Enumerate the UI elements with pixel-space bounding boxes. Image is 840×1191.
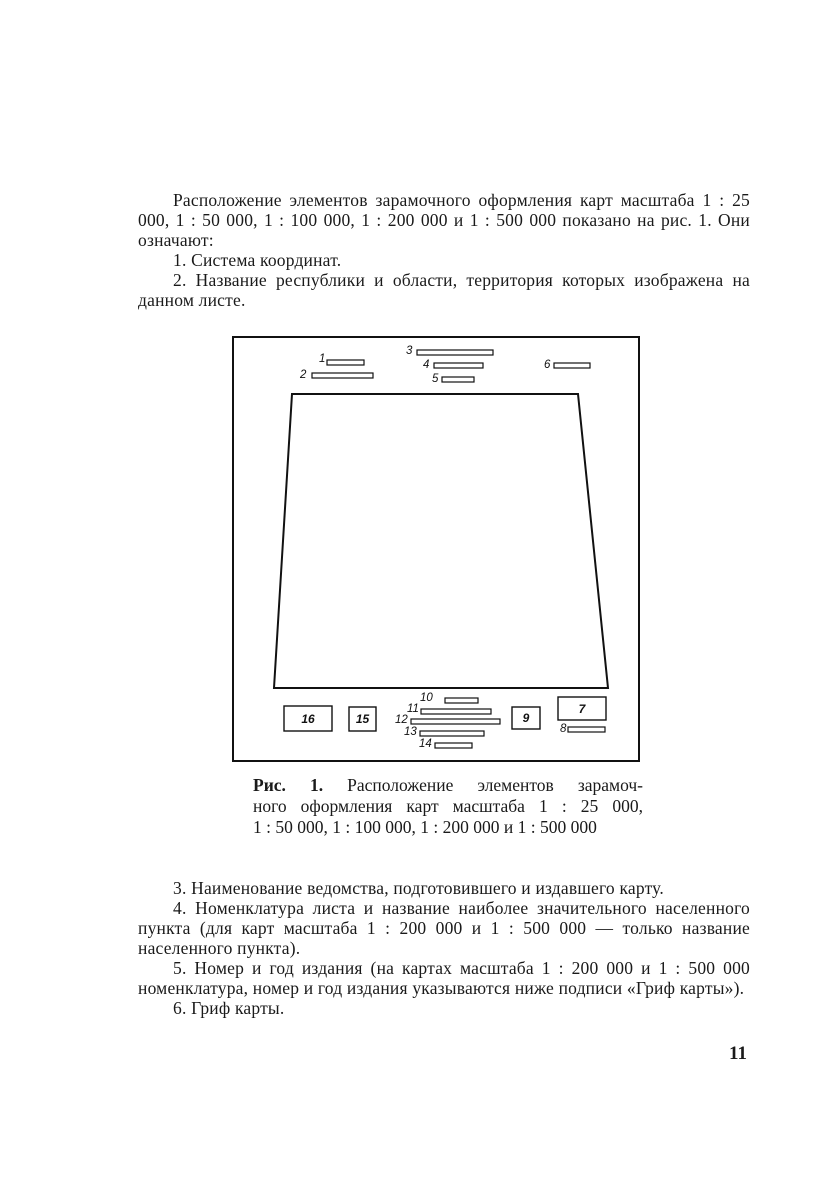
list-item-6: 6. Гриф карты.	[173, 998, 285, 1018]
label-15: 15	[355, 712, 370, 726]
label-2: 2	[300, 369, 307, 381]
list-item-3: 3. Наименование ведомства, подготовившего и издавшего карту.	[173, 878, 664, 898]
element-bar-11	[421, 709, 491, 714]
element-bar-5	[442, 377, 474, 382]
caption-line-3: 1 : 50 000, 1 : 100 000, 1 : 200 000 и 1 : 500 000	[253, 817, 597, 837]
element-list	[138, 878, 750, 1018]
element-bar-10	[445, 698, 478, 703]
label-10: 10	[420, 692, 433, 704]
label-11: 11	[407, 703, 419, 715]
figure-map-layout	[231, 335, 641, 763]
label-6: 6	[544, 359, 551, 371]
caption-line-1: Расположение элементов зарамоч-	[347, 775, 644, 795]
element-bar-3	[417, 350, 493, 355]
label-12: 12	[395, 714, 408, 726]
label-8: 8	[560, 723, 567, 735]
label-13: 13	[404, 726, 417, 738]
intro-paragraph: Расположение элементов зарамочного оформления карт масштаба 1 : 25 000, 1 : 50 000, 1 : 100 000, 1 : 200 000 и 1 : 500 000 показано на рис. 1. Они означают:	[138, 190, 750, 250]
element-bar-1	[327, 360, 364, 365]
page-number: 11	[729, 1043, 747, 1064]
label-14: 14	[419, 738, 432, 750]
figure-caption	[253, 775, 643, 838]
caption-line-2: ного оформления карт масштаба 1 : 25 000,	[253, 796, 643, 816]
list-item-4: 4. Номенклатура листа и название наиболее значительного населенного пункта (для карт масштаба 1 : 200 000 и 1 : 500 000 — только название населенного пункта).	[138, 898, 750, 958]
element-bar-6	[554, 363, 590, 368]
element-bar-2	[312, 373, 373, 378]
element-bar-4	[434, 363, 483, 368]
list-item-5: 5. Номер и год издания (на картах масштаба 1 : 200 000 и 1 : 500 000 номенклатура, номер и год издания указываются ниже подписи «Гриф карты»).	[138, 958, 750, 998]
label-7: 7	[578, 701, 586, 716]
list-item-1: 1. Система координат.	[173, 250, 342, 270]
label-9: 9	[522, 711, 530, 725]
list-item-2: 2. Название республики и области, территория которых изображена на данном листе.	[138, 270, 750, 310]
label-1: 1	[319, 353, 326, 365]
label-16: 16	[301, 711, 315, 726]
element-bar-13	[420, 731, 484, 736]
intro-text	[138, 190, 750, 310]
element-bar-12	[411, 719, 500, 724]
label-4: 4	[423, 359, 430, 371]
map-frame	[274, 394, 608, 688]
label-3: 3	[406, 345, 413, 357]
label-5: 5	[432, 373, 439, 385]
element-bar-14	[435, 743, 472, 748]
element-bar-8	[568, 727, 605, 732]
caption-label: Рис. 1.	[253, 775, 324, 795]
